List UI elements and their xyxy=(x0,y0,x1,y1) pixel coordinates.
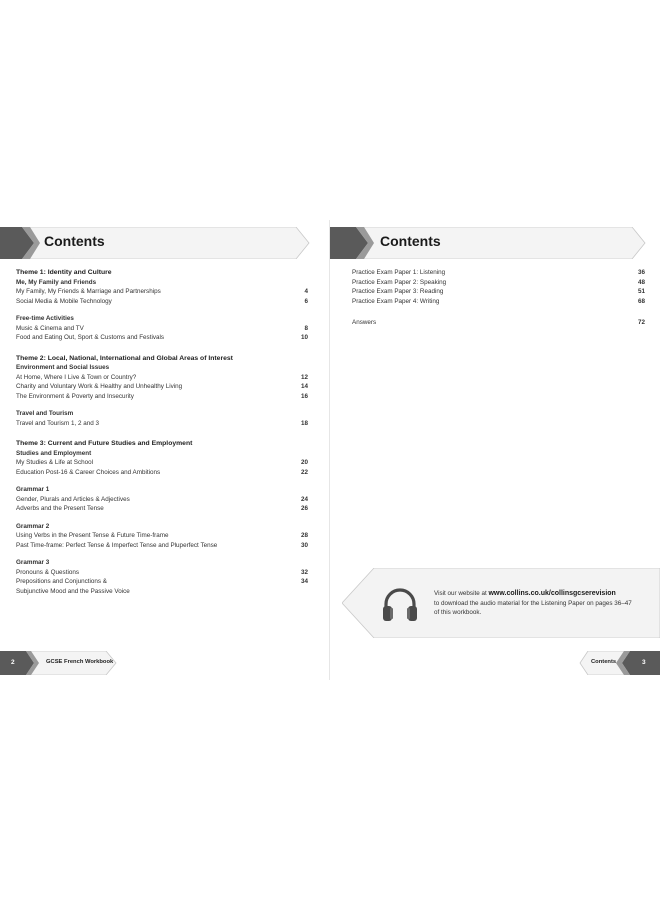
entry-text: Past Time-frame: Perfect Tense & Imperfect Tense and Pluperfect Tense xyxy=(16,541,218,549)
toc-entry[interactable] xyxy=(16,373,308,383)
entry-text: Pronouns & Questions xyxy=(16,568,80,576)
headphones-icon xyxy=(380,586,420,624)
audio-download-box xyxy=(342,568,660,638)
entry-page: 22 xyxy=(300,468,308,476)
toc-entry-answers[interactable] xyxy=(352,318,645,328)
page-number: 2 xyxy=(11,659,15,666)
entry-page: 30 xyxy=(300,541,308,549)
toc-entry[interactable] xyxy=(16,531,308,541)
toc-entry[interactable] xyxy=(16,568,308,578)
entry-page: 4 xyxy=(304,288,308,295)
entry-text: Food and Eating Out, Sport & Customs and Festivals xyxy=(16,334,165,341)
audio-text xyxy=(434,589,654,618)
audio-line-3: of this workbook. xyxy=(434,609,482,616)
audio-line-1 xyxy=(434,589,654,599)
entry-page: 51 xyxy=(637,288,645,295)
topic-group xyxy=(16,363,308,401)
entry-text: Practice Exam Paper 1: Listening xyxy=(352,269,446,276)
page-number: 3 xyxy=(642,659,646,666)
topic-group xyxy=(16,558,308,596)
theme-block xyxy=(16,354,308,429)
toc-entry[interactable] xyxy=(352,278,645,288)
topic-group xyxy=(16,314,308,343)
topic-group xyxy=(16,449,308,478)
toc-entry[interactable] xyxy=(16,324,308,334)
left-contents-list xyxy=(16,268,308,596)
toc-entry[interactable] xyxy=(16,504,308,514)
group-heading: Me, My Family and Friends xyxy=(16,278,97,286)
entry-text: My Family, My Friends & Marriage and Partnerships xyxy=(16,288,161,295)
toc-entry[interactable] xyxy=(16,577,308,587)
entry-text: Charity and Voluntary Work & Healthy and Unhealthy Living xyxy=(16,383,183,390)
toc-entry[interactable] xyxy=(352,297,645,307)
entry-page: 8 xyxy=(304,324,308,332)
entry-text: Prepositions and Conjunctions & xyxy=(16,578,108,585)
toc-entry[interactable] xyxy=(16,297,308,307)
website-link[interactable]: www.collins.co.uk/collinsgcserevision xyxy=(488,590,616,597)
audio-line-2: to download the audio material for the Listening Paper on pages 36–47 xyxy=(434,599,632,607)
entry-text: Gender, Plurals and Articles & Adjectives xyxy=(16,495,130,503)
entry-page: 12 xyxy=(300,373,308,381)
entry-page: 68 xyxy=(637,297,645,305)
toc-entry[interactable] xyxy=(16,419,308,429)
entry-text: Answers xyxy=(352,319,377,326)
right-contents-list xyxy=(352,268,645,328)
entry-page: 10 xyxy=(300,334,308,341)
entry-text: Adverbs and the Present Tense xyxy=(16,505,104,512)
entry-page: 18 xyxy=(300,419,308,427)
toc-entry[interactable] xyxy=(16,392,308,402)
entry-text: Practice Exam Paper 3: Reading xyxy=(352,288,444,295)
footer-label: GCSE French Workbook xyxy=(46,659,114,665)
entry-page: 14 xyxy=(300,383,308,390)
toc-entry[interactable] xyxy=(16,458,308,468)
footer-left xyxy=(0,651,120,675)
entry-text: Music & Cinema and TV xyxy=(16,324,84,332)
page-title: Contents xyxy=(380,233,441,249)
toc-entry[interactable] xyxy=(16,541,308,551)
group-heading: Free-time Activities xyxy=(16,315,74,322)
toc-entry[interactable] xyxy=(352,287,645,297)
topic-group xyxy=(16,409,308,428)
theme-heading: Theme 2: Local, National, International and Global Areas of Interest xyxy=(16,354,233,362)
page-title: Contents xyxy=(44,233,105,249)
entry-text: Using Verbs in the Present Tense & Future Time-frame xyxy=(16,532,169,539)
entry-page: 24 xyxy=(300,495,308,503)
page-gutter xyxy=(329,220,330,680)
group-heading: Grammar 1 xyxy=(16,486,50,493)
entry-page: 72 xyxy=(637,319,645,326)
contents-banner-left xyxy=(0,227,310,259)
entry-text: My Studies & Life at School xyxy=(16,459,94,466)
entry-text: Practice Exam Paper 4: Writing xyxy=(352,297,440,305)
topic-group xyxy=(16,522,308,551)
entry-page: 34 xyxy=(300,578,308,585)
entry-text: Education Post-16 & Career Choices and Ambitions xyxy=(16,468,161,476)
entry-page: 6 xyxy=(304,297,308,305)
audio-intro: Visit our website at xyxy=(434,590,489,597)
banner-shape xyxy=(330,227,646,259)
entry-page: 32 xyxy=(300,568,308,576)
toc-entry[interactable] xyxy=(16,587,308,597)
entry-text: Practice Exam Paper 2: Speaking xyxy=(352,278,447,286)
entry-page: 36 xyxy=(637,269,645,276)
toc-entry[interactable] xyxy=(352,268,645,278)
entry-text: The Environment & Poverty and Insecurity xyxy=(16,392,134,400)
contents-banner-right xyxy=(330,227,646,259)
footer-label: Contents xyxy=(591,659,617,665)
group-heading: Studies and Employment xyxy=(16,449,92,457)
footer-right xyxy=(578,651,660,675)
toc-entry[interactable] xyxy=(16,382,308,392)
topic-group xyxy=(16,485,308,514)
entry-text: Travel and Tourism 1, 2 and 3 xyxy=(16,419,99,427)
toc-entry[interactable] xyxy=(16,333,308,343)
toc-entry[interactable] xyxy=(16,495,308,505)
entry-text: At Home, Where I Live & Town or Country? xyxy=(16,373,137,381)
theme-heading: Theme 1: Identity and Culture xyxy=(16,269,112,276)
theme-block xyxy=(16,439,308,596)
entry-page: 26 xyxy=(300,505,308,512)
group-heading: Grammar 3 xyxy=(16,559,50,566)
entry-page: 28 xyxy=(300,532,308,539)
entry-page: 16 xyxy=(300,392,308,400)
theme-block xyxy=(16,268,308,343)
topic-group xyxy=(16,278,308,307)
entry-text: Social Media & Mobile Technology xyxy=(16,297,112,305)
toc-entry[interactable] xyxy=(16,468,308,478)
theme-heading: Theme 3: Current and Future Studies and Employment xyxy=(16,440,193,447)
toc-entry[interactable] xyxy=(16,287,308,297)
entry-text: Subjunctive Mood and the Passive Voice xyxy=(16,587,130,595)
group-heading: Travel and Tourism xyxy=(16,410,74,417)
group-heading: Environment and Social Issues xyxy=(16,364,110,371)
entry-page: 20 xyxy=(300,459,308,466)
group-heading: Grammar 2 xyxy=(16,522,50,530)
entry-page: 48 xyxy=(637,278,645,286)
